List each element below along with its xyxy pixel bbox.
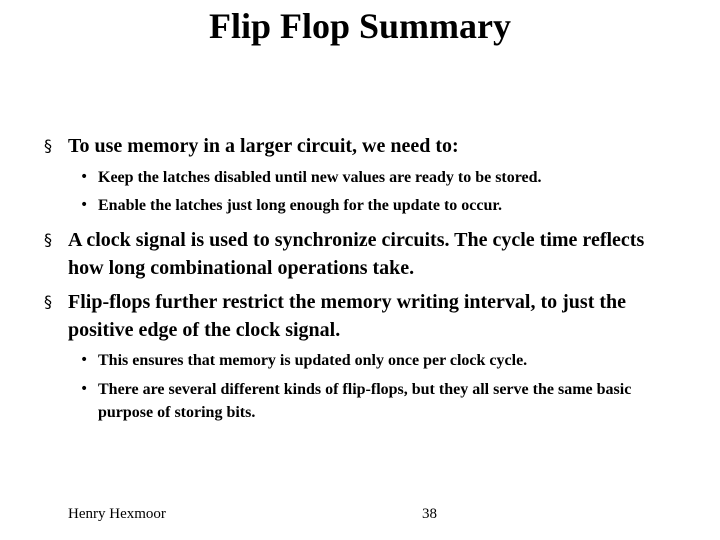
- sub-bullet-marker: •: [80, 352, 89, 368]
- sub-bullet-text: Keep the latches disabled until new values are ready to be stored.: [98, 169, 542, 186]
- sub-bullet-marker: •: [80, 169, 89, 185]
- bullet-text: To use memory in a larger circuit, we need to:: [68, 135, 459, 157]
- section-bullet-marker: §: [44, 230, 52, 249]
- page-number: 38: [422, 506, 437, 522]
- bullet-text: A clock signal is used to synchronize circuits. The cycle time reflects how long combinational operations take.: [68, 229, 645, 279]
- bullet-text: Flip-flops further restrict the memory writing interval, to just the positive edge of the clock signal.: [68, 291, 627, 341]
- sub-bullet-text: Enable the latches just long enough for the update to occur.: [98, 197, 503, 214]
- sub-bullet-text: There are several different kinds of flip-flops, but they all serve the same basic purpose of storing bits.: [98, 381, 632, 421]
- sub-bullet-text: This ensures that memory is updated only once per clock cycle.: [98, 352, 528, 369]
- footer-author: Henry Hexmoor: [68, 506, 166, 522]
- section-bullet-marker: §: [44, 136, 52, 155]
- sub-bullet-keep-disabled: [80, 166, 680, 189]
- bullet-memory-usage: [44, 132, 684, 160]
- sub-bullet-enable-latches: [80, 194, 680, 217]
- sub-bullet-once-per-cycle: [80, 349, 680, 372]
- slide-title: Flip Flop Summary: [208, 6, 512, 46]
- bullet-clock-signal: [44, 226, 684, 282]
- sub-bullet-flip-flop-kinds: [80, 378, 680, 424]
- bullet-flip-flops: [44, 288, 684, 344]
- section-bullet-marker: §: [44, 292, 52, 311]
- sub-bullet-marker: •: [80, 381, 89, 397]
- sub-bullet-marker: •: [80, 197, 89, 213]
